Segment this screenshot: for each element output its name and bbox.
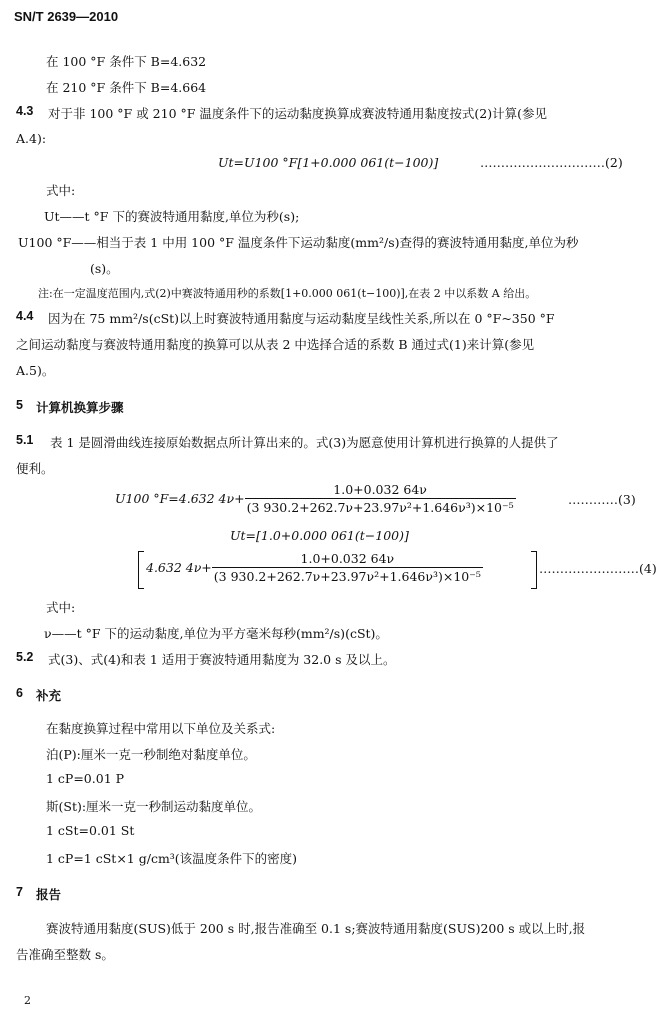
formula-4-denominator: (3 930.2+262.7ν+23.97ν²+1.646ν³)×10⁻⁵ <box>213 569 481 584</box>
formula-4-lhs: 4.632 4ν+ <box>146 560 212 575</box>
section-5-number: 5 <box>16 398 23 412</box>
formula-4-numerator: 1.0+0.032 64ν <box>212 551 483 568</box>
unit-line: 1 cP=1 cSt×1 g/cm³(该温度条件下的密度) <box>46 851 298 866</box>
equation-number-3: …………(3) <box>568 492 636 507</box>
clause-5-1-text-line1: 表 1 是圆滑曲线连接原始数据点所计算出来的。式(3)为愿意使用计算机进行换算的人提供了 <box>50 435 559 450</box>
page-number: 2 <box>24 994 31 1007</box>
formula-3-numerator: 1.0+0.032 64ν <box>245 482 516 499</box>
formula-4-fraction <box>212 551 483 584</box>
clause-4-3-text-line1: 对于非 100 °F 或 210 °F 温度条件下的运动黏度换算成赛波特通用黏度按式(2)计算(参见 <box>48 106 547 121</box>
formula-3-denominator: (3 930.2+262.7ν+23.97ν²+1.646ν³)×10⁻⁵ <box>246 500 514 515</box>
b-value-210f: 在 210 °F 条件下 B=4.664 <box>46 80 207 95</box>
formula-3 <box>115 482 516 515</box>
where-label-2: 式中: <box>46 600 76 615</box>
unit-line: 在黏度换算过程中常用以下单位及关系式: <box>46 721 276 736</box>
clause-4-4-number: 4.4 <box>16 309 34 323</box>
clause-4-3-number: 4.3 <box>16 104 34 118</box>
formula-2: Ut=U100 °F[1+0.000 061(t−100)] <box>218 155 439 170</box>
formula-4-left-bracket <box>138 551 144 589</box>
clause-5-2-number: 5.2 <box>16 650 34 664</box>
formula-4-body <box>146 551 483 584</box>
formula-3-fraction <box>245 482 516 515</box>
unit-line: 斯(St):厘米一克一秒制运动黏度单位。 <box>46 799 262 814</box>
clause-5-1-number: 5.1 <box>16 433 34 447</box>
definition-u100f-line2: (s)。 <box>90 261 119 276</box>
section-5-title: 计算机换算步骤 <box>36 401 124 415</box>
where-label-1: 式中: <box>46 183 76 198</box>
report-text-line1: 赛波特通用黏度(SUS)低于 200 s 时,报告准确至 0.1 s;赛波特通用黏度(SUS)200 s 或以上时,报 <box>46 921 586 936</box>
equation-number-4: ……………………(4) <box>539 561 657 576</box>
section-6-number: 6 <box>16 686 23 700</box>
standard-code: SN/T 2639—2010 <box>14 9 119 24</box>
section-7-number: 7 <box>16 885 23 899</box>
unit-line: 1 cSt=0.01 St <box>46 823 135 838</box>
formula-4-line1: Ut=[1.0+0.000 061(t−100)] <box>230 528 409 543</box>
definition-u100f-line1: U100 °F——相当于表 1 中用 100 °F 温度条件下运动黏度(mm²/s)查得的赛波特通用黏度,单位为秒 <box>18 235 579 250</box>
clause-5-2-text: 式(3)、式(4)和表 1 适用于赛波特通用黏度为 32.0 s 及以上。 <box>48 652 396 667</box>
unit-line: 1 cP=0.01 P <box>46 771 125 786</box>
definition-nu: ν——t °F 下的运动黏度,单位为平方毫米每秒(mm²/s)(cSt)。 <box>44 626 388 641</box>
b-value-100f: 在 100 °F 条件下 B=4.632 <box>46 54 207 69</box>
definition-ut: Ut——t °F 下的赛波特通用黏度,单位为秒(s); <box>44 209 300 224</box>
section-6-title: 补充 <box>36 689 62 703</box>
clause-4-4-text-line1: 因为在 75 mm²/s(cSt)以上时赛波特通用黏度与运动黏度呈线性关系,所以在 0 °F~350 °F <box>48 311 555 326</box>
section-7-title: 报告 <box>36 888 62 902</box>
note-coefficient-a: 注:在一定温度范围内,式(2)中赛波特通用秒的系数[1+0.000 061(t−100)],在表 2 中以系数 A 给出。 <box>38 287 537 300</box>
clause-5-1-text-line2: 便利。 <box>16 461 54 476</box>
unit-line: 泊(P):厘米一克一秒制绝对黏度单位。 <box>46 747 256 762</box>
clause-4-4-text-line3: A.5)。 <box>16 363 55 378</box>
report-text-line2: 告准确至整数 s。 <box>16 947 114 962</box>
formula-4-right-bracket <box>531 551 537 589</box>
clause-4-4-text-line2: 之间运动黏度与赛波特通用黏度的换算可以从表 2 中选择合适的系数 B 通过式(1)来计算(参见 <box>16 337 535 352</box>
formula-3-lhs: U100 °F=4.632 4ν+ <box>115 491 245 506</box>
clause-4-3-text-line2: A.4): <box>16 131 47 146</box>
equation-number-2: …………………………(2) <box>480 155 623 170</box>
